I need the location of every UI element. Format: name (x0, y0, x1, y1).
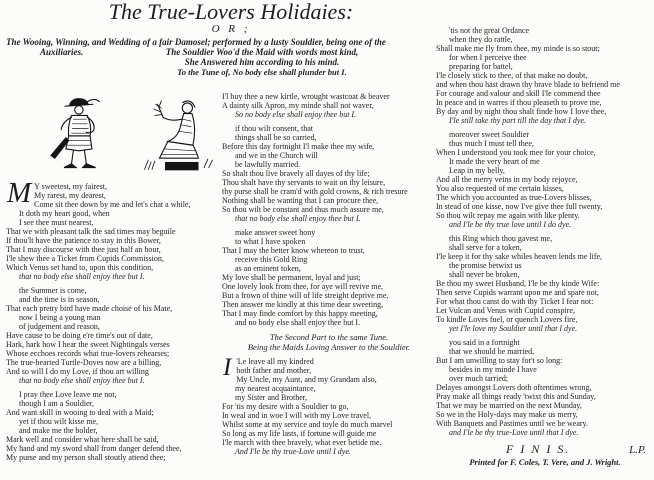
verse-line: preparing for battel, (449, 62, 513, 71)
verse-line: 'tis not the great Ordance (449, 26, 530, 35)
second-part-heading-line-1: The Second Part to the same Tune. (269, 332, 389, 342)
or-separator: O R ; (211, 23, 251, 35)
verse-line: So we in the Holy-days may make us merry, (436, 410, 578, 419)
verse-line: So long as my life lasts, if fortune will guide me (222, 429, 377, 438)
middle-column (222, 92, 436, 461)
middle-column-verses-part1 (222, 92, 436, 327)
tune-prefix: To the Tune of, (177, 66, 231, 77)
stanza (222, 228, 436, 327)
souldier-woodcut-image (38, 94, 131, 176)
second-part-heading (222, 332, 436, 352)
maid-woodcut-image (139, 94, 218, 176)
verse-line: if thou wilt consent, that (235, 124, 313, 133)
stanza (222, 92, 436, 119)
subtitle-line-1: The Wooing, Winning, and Wedding of a fair Damosel; performed by a lusty Souldier, being one of the (6, 37, 386, 47)
verse-line: In stead of one kisse, now I've give thee full twenty, (436, 202, 603, 211)
stanza (436, 338, 654, 437)
epigraph-line-1: The Souldier Woo'd the Maid with words most kind, (165, 47, 359, 57)
verse-line: Delayes amongst Lovers doth oftentimes wrong, (436, 383, 592, 392)
verse-line: In peace and in warres if thou pleaseth to prove me, (436, 98, 602, 107)
verse-line: that no body else shall enjoy thee but I. (19, 272, 145, 281)
woodcut-row (38, 94, 218, 176)
verse-line: I pray thee Love leave me not, (19, 390, 117, 399)
verse-line: That I may discourse with thee just half an hour, (6, 245, 161, 254)
verse-line: and the time is in season, (19, 295, 100, 304)
verse-line: and I'le be thy true love until I do dye. (449, 220, 572, 229)
verse-line: shall never be broken, (449, 270, 520, 279)
author-initials: L.P. (629, 444, 646, 456)
verse-line: though I am a Souldier, (19, 399, 94, 408)
epigraph-line-2: She Answered him according to his mind. (184, 56, 340, 67)
verse-line: that no body else shall enjoy thee but I. (19, 376, 145, 385)
verse-line: that no body else shall enjoy thee but I. (235, 214, 361, 223)
verse-line: this Ring which thou gavest me, (449, 234, 553, 243)
verse-line: For what thou canst do with thy Ticket I fear not: (436, 297, 594, 306)
verse-line: when they do rattle, (449, 35, 513, 44)
verse-line: thus much I must tell thee, (449, 139, 534, 148)
verse-line: to what I have spoken (235, 237, 306, 246)
printer-imprint: Printed for F. Coles, T. Vere, and J. Wright. (469, 457, 621, 467)
finis-label: F I N I S. (506, 442, 571, 456)
stanza (222, 354, 436, 456)
verse-line: That each pretty bird have made choise of his Mate, (6, 304, 173, 313)
verse-line: Which Venus set hand to, upon this condition, (6, 263, 154, 272)
verse-line: That we may be married on the next Munday, (436, 401, 582, 410)
verse-line: It made the very heart of me (449, 157, 540, 166)
verse-line: receive this Gold Ring (235, 255, 308, 264)
stanza (6, 177, 218, 281)
verse-line: The which you accounted as true-Lovers blisses, (436, 193, 592, 202)
verse-line: over much tarried; (449, 374, 509, 383)
verse-line: And want skill in wooing to deal with a Maid; (6, 408, 154, 417)
verse-line: and no body else shall enjoy thee but I. (235, 318, 361, 327)
verse-line: Nothing shall be wanting that I can procure thee, (222, 196, 379, 205)
verse-line: That I may the better know whereon to trust, (222, 246, 365, 255)
verse-line: and make me the bolder, (19, 426, 98, 435)
verse-line: And all the merry veins in my body rejoyce, (436, 175, 578, 184)
verse-line: I'l buy thee a new kirtle, wrought wastcoat & beaver (222, 92, 390, 101)
verse-line: Hark, hark how I hear the sweet Nightingals verses (6, 340, 170, 349)
verse-line: A dainty silk Apron, my minde shall not waver, (222, 101, 374, 110)
verse-line: Before this day fortnight I'l make thee my wife, (222, 142, 375, 151)
verse-line: be lawfully married. (235, 160, 301, 169)
tune-title: No body else shall plunder but I. (232, 66, 347, 77)
verse-line: So thou wilt be constant and thus much assure me, (222, 205, 384, 214)
verse-line: My purse and my person shall stoutly attend thee; (6, 453, 166, 462)
finis-row (436, 442, 654, 455)
verse-line: My rarest, my dearest, (34, 191, 106, 200)
verse-line: now I being a young man (19, 313, 101, 322)
verse-line: Shall make me fly from thee, my minde is so stout; (436, 44, 600, 53)
verse-line: You also requested of me certain kisses, (436, 184, 564, 193)
verse-line: shall serve for a token, (449, 243, 522, 252)
verse-line: besides in my minde I have (449, 365, 537, 374)
epigraph-block (112, 48, 412, 77)
verse-line: Pray make all things ready 'twixt this and Sunday, (436, 392, 596, 401)
left-column-verses (6, 177, 218, 462)
verse-line: For courage and valour and skill I'le commend thee (436, 89, 601, 98)
verse-line: I see thee must nearest, (19, 218, 94, 227)
middle-column-verses-part2 (222, 354, 436, 456)
verse-line: Leap in my belly, (449, 166, 505, 175)
verse-line: Then answer me kindly at this time dear sweeting, (222, 300, 384, 309)
verse-line: Whilst some at my service and toyle do much marvel (222, 420, 393, 429)
verse-line: So shalt thou live bravely all dayes of thy life; (222, 169, 370, 178)
second-part-heading-line-2: Being the Maids Loving Answer to the Souldier. (247, 342, 411, 352)
page-title: The True-Lovers Holidaies: (108, 0, 354, 24)
verse-line: The true-hearted Turtle-Doves now are a billing, (6, 358, 162, 367)
verse-line: Have cause to be doing e're time's out of date, (6, 331, 153, 340)
verse-line: That I may finde comfort by this happy meeting, (222, 309, 378, 318)
left-column (6, 94, 218, 467)
verse-line: the promise betwixt us (449, 261, 522, 270)
verse-line: moreover sweet Souldier (449, 130, 529, 139)
stanza (436, 234, 654, 333)
verse-line: And I'le be thy true-Love until I dye. (235, 447, 351, 456)
drop-cap: M (7, 177, 32, 209)
verse-line: my nearest acquaintance, (235, 384, 316, 393)
verse-line: and we in the Church will (235, 151, 318, 160)
verse-line: With Banquets and Pastimes until we be weary. (436, 419, 589, 428)
stanza (6, 286, 218, 385)
verse-line: My hand and my sword shall from danger defend thee, (6, 444, 182, 453)
verse-line: as an eminent token, (235, 264, 301, 273)
verse-line: yet I'le love my Souldier until that I dye. (449, 324, 578, 333)
header-block (0, 0, 462, 77)
verse-line: So thou wilt repay me again with like plenty. (436, 211, 580, 220)
verse-line: Y sweetest, my fairest, (34, 182, 107, 191)
verse-line: 'Le leave all my kindred (236, 357, 314, 366)
verse-line: things shall be so carried, (235, 133, 317, 142)
verse-line: my Sister and Brother, (235, 393, 308, 402)
verse-line: and when thou hast drawn thy brave blade to befriend me (436, 80, 620, 89)
verse-line: I'le still take thy part till the day that I dye. (449, 116, 587, 125)
verse-line: If thou'lt have the patience to stay in this Bower, (6, 236, 161, 245)
verse-line: both father and mother, (236, 366, 312, 375)
verse-line: thy purse shall be cram'd with gold crowns, & rich tresure (222, 187, 408, 196)
verse-line: Mark well and consider what here shall be said, (6, 435, 159, 444)
verse-line: For 'tis my desire with a Souldier to go, (222, 402, 349, 411)
verse-line: That we with pleasant talk the sad times may beguile (6, 227, 176, 236)
verse-line: Thou shalt have thy servants to wait on thy leisure, (222, 178, 386, 187)
verse-line: Let Vulcan and Venus with Cupid conspire, (436, 306, 575, 315)
verse-line: I'le keep it for thy sake whiles heaven lends me life, (436, 252, 603, 261)
verse-line: the Summer is come, (19, 286, 87, 295)
verse-line: When I understood you took mee for your choice, (436, 148, 596, 157)
verse-line: In weal and in woe I will with my Love travel, (222, 411, 372, 420)
stanza (222, 124, 436, 223)
verse-line: that we should be married, (449, 347, 535, 356)
stanza (436, 130, 654, 229)
right-column (436, 26, 654, 467)
verse-line: and I'le be thy true-Love until that I dye. (449, 428, 579, 437)
verse-line: I'le closely stick to thee, of that make no doubt, (436, 71, 588, 80)
verse-line: make answer sweet hony (235, 228, 316, 237)
verse-line: And so will I do my Love, if thou art willing (6, 367, 149, 376)
right-column-verses (436, 26, 654, 437)
verse-line: Whose ecchoes records what true-lovers rehearses; (6, 349, 170, 358)
verse-line: By day and by night thou shalt finde how I love thee, (436, 107, 607, 116)
tune-line (112, 68, 412, 78)
verse-line: But I am unwilling to stay for't so long: (436, 356, 563, 365)
verse-line: I'le shew thee a Ticket from Cupids Commission, (6, 254, 164, 263)
verse-line: My Uncle, my Aunt, and my Grandam also, (236, 375, 377, 384)
verse-line: So no body else shall enjoy thee but I. (235, 110, 357, 119)
verse-line: My love shall be permanent, loyal and just; (222, 273, 361, 282)
verse-line: To kindle Loves fuel, or quench Lovers fire, (436, 315, 578, 324)
verse-line: of judgement and reason, (19, 322, 100, 331)
verse-line: for when I perceive thee (449, 53, 527, 62)
verse-line: Come sit thee down by me and let's chat a while, (34, 200, 191, 209)
verse-line: Be thou my sweet Husband, I'le be thy kinde Wife: (436, 279, 600, 288)
verse-line: Then serve Cupids warrant upon me and spare not, (436, 288, 599, 297)
subtitle-line-2: Auxiliaries. (40, 47, 84, 57)
stanza (6, 390, 218, 462)
verse-line: One lovely look from thee, for aye will revive me, (222, 282, 384, 291)
verse-line: I'le march with thee bravely, what ever betide me. (222, 438, 382, 447)
verse-line: you said in a fortnight (449, 338, 520, 347)
stanza (436, 26, 654, 125)
verse-line: It doth my heart good, when (19, 209, 110, 218)
verse-line: But a frown of thine will of life streight deprive me, (222, 291, 389, 300)
drop-cap: I (223, 354, 232, 381)
verse-line: yet if thou wilt kisse me, (19, 417, 99, 426)
